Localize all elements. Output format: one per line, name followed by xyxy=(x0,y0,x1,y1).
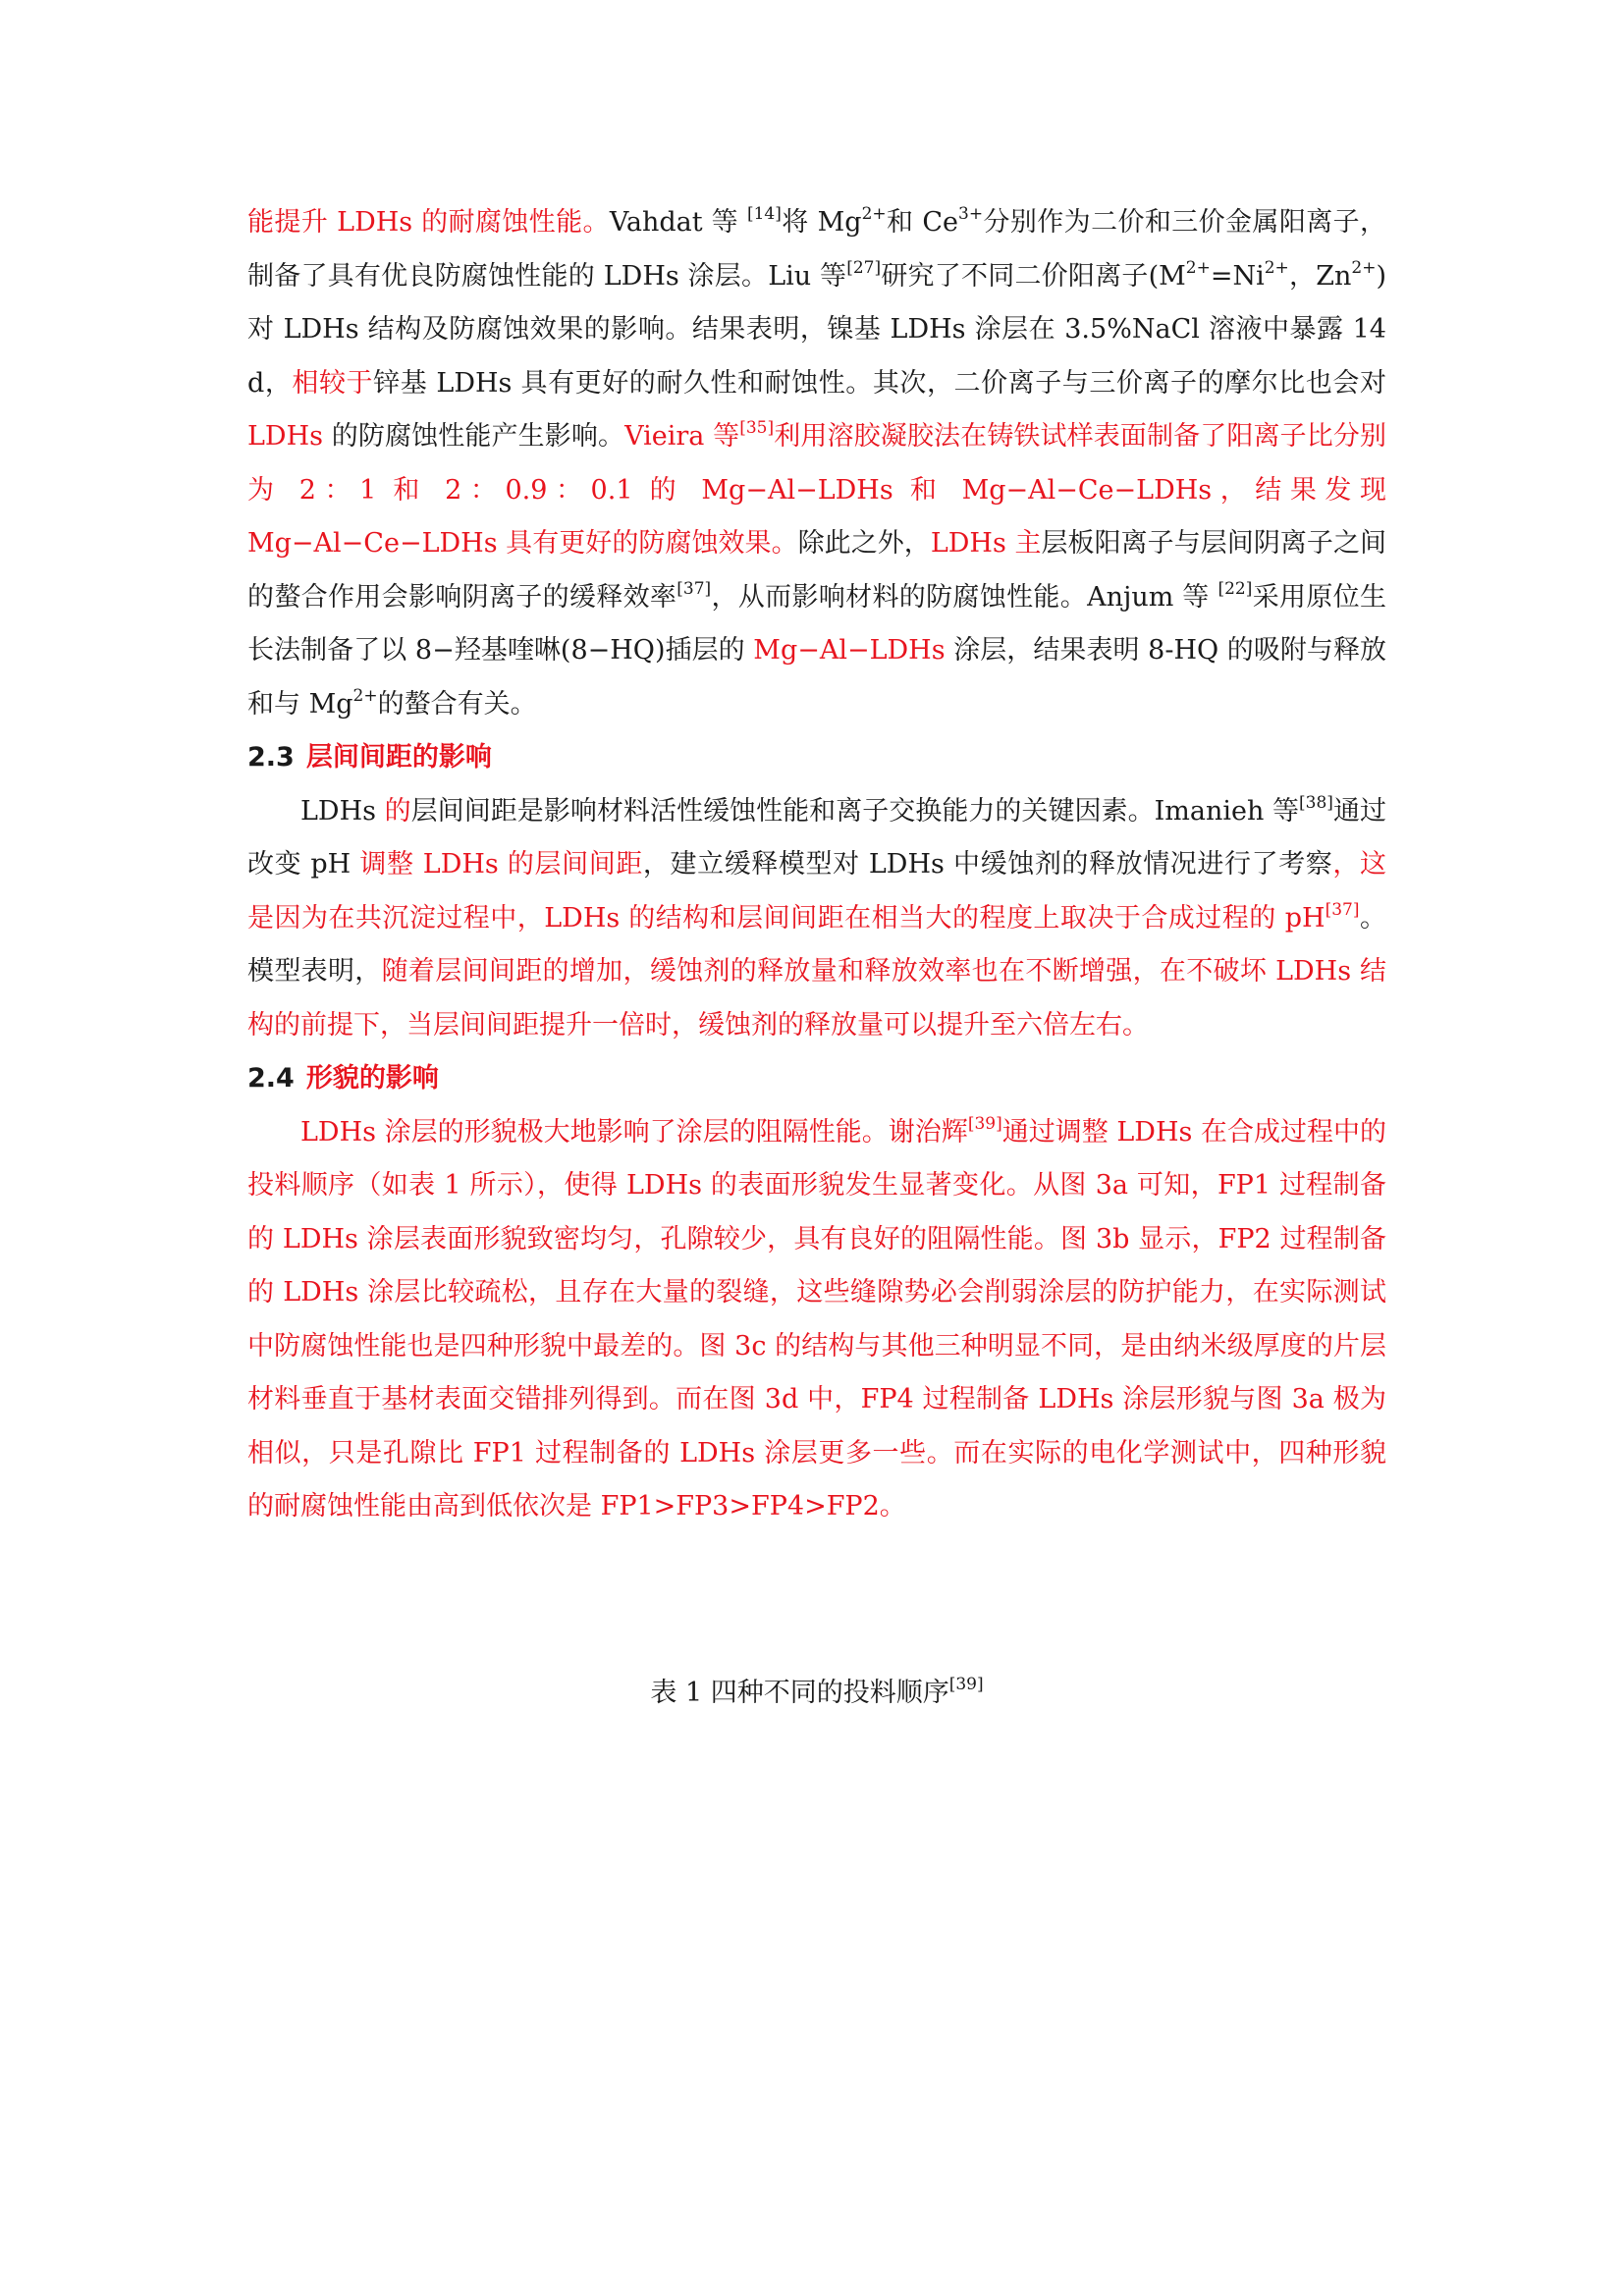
paragraph-interlayer-spacing xyxy=(247,785,1386,1053)
citation-superscript: [22] xyxy=(1217,578,1253,599)
text-run: 的 xyxy=(375,795,411,827)
citation-superscript: 3+ xyxy=(958,204,984,224)
text-run: LDHs 主 xyxy=(930,528,1042,559)
citation-superscript: [27] xyxy=(846,257,882,278)
citation-superscript: [35] xyxy=(739,418,775,438)
section-number: 2.4 xyxy=(247,1063,295,1094)
text-run: 能提升 LDHs 的耐腐蚀性能。 xyxy=(247,207,610,238)
citation-superscript: 2+ xyxy=(861,204,887,224)
text-run: )对 LDHs 结构及防腐蚀效果的影响。结果表明，镍基 LDHs 涂层在 3.5%NaCl 溶液中暴露 14 d， xyxy=(247,260,1386,399)
text-run: 通过调整 LDHs 在合成过程中的投料顺序（如表 1 所示），使得 LDHs 的表面形貌发生显著变化。从图 3a 可知，FP1 过程制备的 LDHs 涂层表面形貌致密均匀，孔隙较少，具有良好的阻隔性能。图 3b 显示，FP2 过程制备的 LDHs 涂层比较疏松，且存在大量的裂缝，这些缝隙势必会削弱涂层的防护能力，在实际测试中防腐蚀性能也是四种形貌中最差的。图 3c 的结构与其他三种明显不同，是由纳米级厚度的片层材料垂直于基材表面交错排列得到。而在图 3d 中，FP4 过程制备 LDHs 涂层形貌与图 3a 极为相似，只是孔隙比 FP1 过程制备的 LDHs 涂层更多一些。而在实际的电化学测试中，四种形貌的耐腐蚀性能由高到低依次是 FP1>FP3>FP4>FP2。 xyxy=(247,1116,1386,1522)
text-run: Vieira 等 xyxy=(624,421,740,452)
text-run: ，Zn xyxy=(1288,260,1352,292)
section-title: 形貌的影响 xyxy=(305,1063,439,1094)
text-run: ，这是因为在共沉淀过程中，LDHs 的结构和层间间距在相当大的程度上取决于合成过程的 pH xyxy=(247,849,1387,934)
citation-superscript: 2+ xyxy=(352,685,378,706)
paragraph-cation-ratio xyxy=(247,196,1386,731)
citation-superscript: 2+ xyxy=(1351,257,1377,278)
text-run: ，建立缓释模型对 LDHs 中缓蚀剂的释放情况进行了考察 xyxy=(642,849,1333,880)
section-heading-2-3 xyxy=(247,731,1386,785)
citation-superscript: [39] xyxy=(967,1113,1002,1134)
text-run: 随着层间间距的增加，缓蚀剂的释放量和释放效率也在不断增强，在不破坏 LDHs 结构的前提下，当层间间距提升一倍时，缓蚀剂的释放量可以提升至六倍左右。 xyxy=(247,956,1386,1041)
citation-superscript: [37] xyxy=(1325,899,1360,920)
text-run: 研究了不同二价阳离子(M xyxy=(881,260,1186,292)
text-run: 层板阳离子与层间阴离子之间的螯合作用会影响阴离子的缓释效率 xyxy=(247,528,1387,613)
caption-reference: [39] xyxy=(948,1675,984,1694)
section-heading-2-4 xyxy=(247,1052,1386,1106)
text-run: 相较于 xyxy=(292,367,374,399)
caption-text: 表 1 四种不同的投料顺序 xyxy=(650,1678,949,1708)
text-run: 利用溶胶凝胶法在铸铁试样表面制备了阳离子比分别为 2：1 和 2：0.9：0.1 的 Mg−Al−LDHs 和 Mg−Al−Ce−LDHs，结果发现 Mg−Al−Ce−LDHs 具有更好的防腐蚀效果。 xyxy=(247,421,1387,559)
section-number: 2.3 xyxy=(247,742,295,773)
text-run: 除此之外， xyxy=(797,528,931,559)
text-run: 通过改变 pH xyxy=(247,795,1386,880)
citation-superscript: [38] xyxy=(1299,792,1333,813)
table-caption xyxy=(247,1674,1386,1713)
text-run: ，从而影响材料的防腐蚀性能。Anjum 等 xyxy=(711,581,1218,613)
citation-superscript: 2+ xyxy=(1185,257,1211,278)
text-run: 层间间距是影响材料活性缓蚀性能和离子交换能力的关键因素。Imanieh 等 xyxy=(410,795,1300,827)
section-title: 层间间距的影响 xyxy=(305,742,492,773)
text-run: Vahdat 等 xyxy=(609,207,747,238)
text-run: 采用原位生长法制备了以 8−羟基喹啉(8−HQ)插层的 xyxy=(247,581,1387,666)
document-page xyxy=(247,196,1387,1708)
text-run: Mg−Al−LDHs xyxy=(753,635,946,666)
text-run: 和 Ce xyxy=(886,207,959,238)
text-run: 涂层，结果表明 8-HQ 的吸附与释放和与 Mg xyxy=(247,635,1387,720)
text-run: LDHs 涂层的形貌极大地影响了涂层的阻隔性能。谢治辉 xyxy=(300,1116,968,1148)
citation-superscript: [14] xyxy=(746,204,782,224)
text-run: 调整 LDHs 的层间间距 xyxy=(359,849,643,880)
text-run: 。模型表明， xyxy=(247,902,1386,987)
text-run: 将 Mg xyxy=(781,207,862,238)
text-run: 的螯合有关。 xyxy=(377,688,537,720)
text-run: =Ni xyxy=(1210,260,1265,292)
text-run: LDHs xyxy=(300,795,376,827)
text-run: LDHs xyxy=(247,421,323,452)
citation-superscript: [37] xyxy=(676,578,712,599)
text-run: 的防腐蚀性能产生影响。 xyxy=(322,421,625,452)
citation-superscript: 2+ xyxy=(1264,257,1289,278)
paragraph-morphology xyxy=(247,1106,1386,1534)
text-run: 锌基 LDHs 具有更好的耐久性和耐蚀性。其次，二价离子与三价离子的摩尔比也会对 xyxy=(373,367,1386,399)
text-run: 分别作为二价和三价金属阳离子，制备了具有优良防腐蚀性能的 LDHs 涂层。Liu 等 xyxy=(247,207,1387,292)
